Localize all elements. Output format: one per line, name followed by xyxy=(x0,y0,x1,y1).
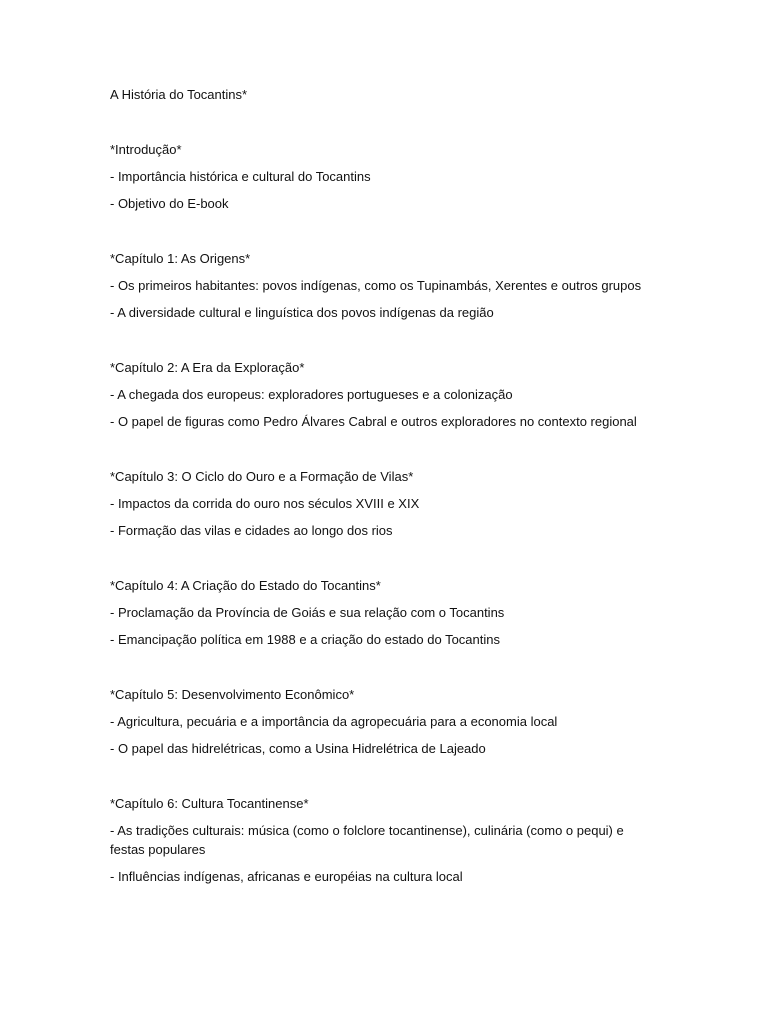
list-item: - Proclamação da Província de Goiás e sua relação com o Tocantins xyxy=(110,605,505,620)
section-capitulo-3 xyxy=(110,467,650,540)
section-heading: *Capítulo 4: A Criação do Estado do Tocantins* xyxy=(110,578,381,593)
section-capitulo-1 xyxy=(110,249,650,322)
list-item: - Os primeiros habitantes: povos indígenas, como os Tupinambás, Xerentes e outros grupos xyxy=(110,278,642,293)
section-capitulo-4 xyxy=(110,576,650,649)
list-item: - A chegada dos europeus: exploradores portugueses e a colonização xyxy=(110,387,513,402)
list-item: - O papel das hidrelétricas, como a Usina Hidrelétrica de Lajeado xyxy=(110,741,486,756)
list-item: - O papel de figuras como Pedro Álvares Cabral e outros exploradores no contexto regional xyxy=(110,414,637,429)
list-item: - A diversidade cultural e linguística dos povos indígenas da região xyxy=(110,305,494,320)
section-heading: *Capítulo 6: Cultura Tocantinense* xyxy=(110,796,309,811)
section-introducao xyxy=(110,140,650,213)
list-item: - Impactos da corrida do ouro nos séculos XVIII e XIX xyxy=(110,496,420,511)
list-item: - Formação das vilas e cidades ao longo dos rios xyxy=(110,523,393,538)
section-capitulo-5 xyxy=(110,685,650,758)
section-heading: *Introdução* xyxy=(110,142,182,157)
list-item: - Influências indígenas, africanas e européias na cultura local xyxy=(110,869,463,884)
document-title: A História do Tocantins* xyxy=(110,87,248,102)
list-item: - Importância histórica e cultural do Tocantins xyxy=(110,169,371,184)
section-heading: *Capítulo 3: O Ciclo do Ouro e a Formação de Vilas* xyxy=(110,469,414,484)
document-body xyxy=(110,85,650,886)
section-heading: *Capítulo 2: A Era da Exploração* xyxy=(110,360,305,375)
section-capitulo-6 xyxy=(110,794,650,886)
list-item: - Agricultura, pecuária e a importância da agropecuária para a economia local xyxy=(110,714,558,729)
section-capitulo-2 xyxy=(110,358,650,431)
list-item: - As tradições culturais: música (como o folclore tocantinense), culinária (como o pequi) e festas populares xyxy=(110,823,624,857)
list-item: - Emancipação política em 1988 e a criação do estado do Tocantins xyxy=(110,632,500,647)
list-item: - Objetivo do E-book xyxy=(110,196,229,211)
section-heading: *Capítulo 5: Desenvolvimento Econômico* xyxy=(110,687,355,702)
section-heading: *Capítulo 1: As Origens* xyxy=(110,251,251,266)
